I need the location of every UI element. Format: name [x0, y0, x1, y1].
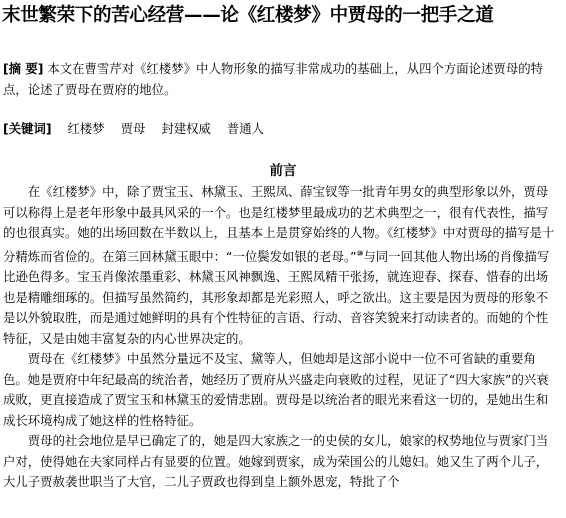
abstract-text: 本文在曹雪芹对《红楼梦》中人物形象的描写非常成功的基础上，从四个方面论述贾母的特点，论述了贾母在贾府的地位。	[3, 61, 543, 97]
keywords-label: [关键词]	[3, 121, 52, 136]
abstract-label: [摘 要]	[3, 61, 44, 76]
article-title: 末世繁荣下的苦心经营——论《红楼梦》中贾母的一把手之道	[2, 5, 494, 26]
section-heading: 前言	[269, 163, 297, 179]
paragraph-text: 与同一回其他人物出场的肖像描写比逊色得多。宝玉肖像浓墨重彩、林黛玉风神飘逸、王熙凤精干张扬，就连迎春、探春、惜春的出场也是精雕细琢的。但描写虽然简约，其形象却都是光彩照人，呼之欲出。这主要是因为贾母的形象不是以外貌取胜，而是通过她鲜明的具有个性特征的言语、行动、音容笑貌来打动读者的。而她的个性特征，又是由她丰富复杂的内心世界决定的。	[3, 248, 550, 346]
paragraph-text: 在《红楼梦》中，除了贾宝玉、林黛玉、王熙凤、薛宝钗等一批青年男女的典型形象以外，贾母可以称得上是老年形象中最具风采的一个。也是红楼梦里最成功的艺术典型之一，很有代表性，描写的也很真实。她的出场回数在半数以上，且基本上是贯穿始终的人物。《红楼梦》中对贾母的描写是十分精炼而省俭的。在第三回林黛玉眼中：“一位鬓发如银的老母。”	[3, 184, 555, 264]
keyword-item: 普通人	[226, 121, 264, 136]
paragraph: 贾母的社会地位是早已确定了的，她是四大家族之一的史侯的女儿，娘家的权势地位与贾家门当户对，使得她在夫家同样占有显要的位置。她嫁到贾家，成为荣国公的儿媳妇。她又生了两个儿子，大儿子贾赦袭世职当了大官，二儿子贾政也得到皇上额外恩宠，特批了个	[3, 433, 549, 490]
keyword-item: 封建权威	[161, 121, 211, 136]
keyword-item: 红楼梦	[67, 121, 105, 136]
paragraph	[3, 182, 559, 349]
footnote-mark[interactable]: ⑩	[356, 248, 364, 258]
keywords-block	[3, 118, 559, 139]
keyword-item: 贾母	[120, 121, 146, 136]
paragraph: 贾母在《红楼梦》中虽然分量远不及宝、黛等人，但她却是这部小说中一位不可省缺的重要角色。她是贾府中年纪最高的统治者，她经历了贾府从兴盛走向衰败的过程，见证了“四大家族”的兴衰成败，更直接造成了贾宝玉和林黛玉的爱情悲剧。贾母是以统治者的眼光来看这一切的，是她出生和成长环境构成了她这样的性格特征。	[3, 351, 549, 428]
abstract-block	[3, 58, 559, 100]
body-text	[3, 182, 559, 493]
